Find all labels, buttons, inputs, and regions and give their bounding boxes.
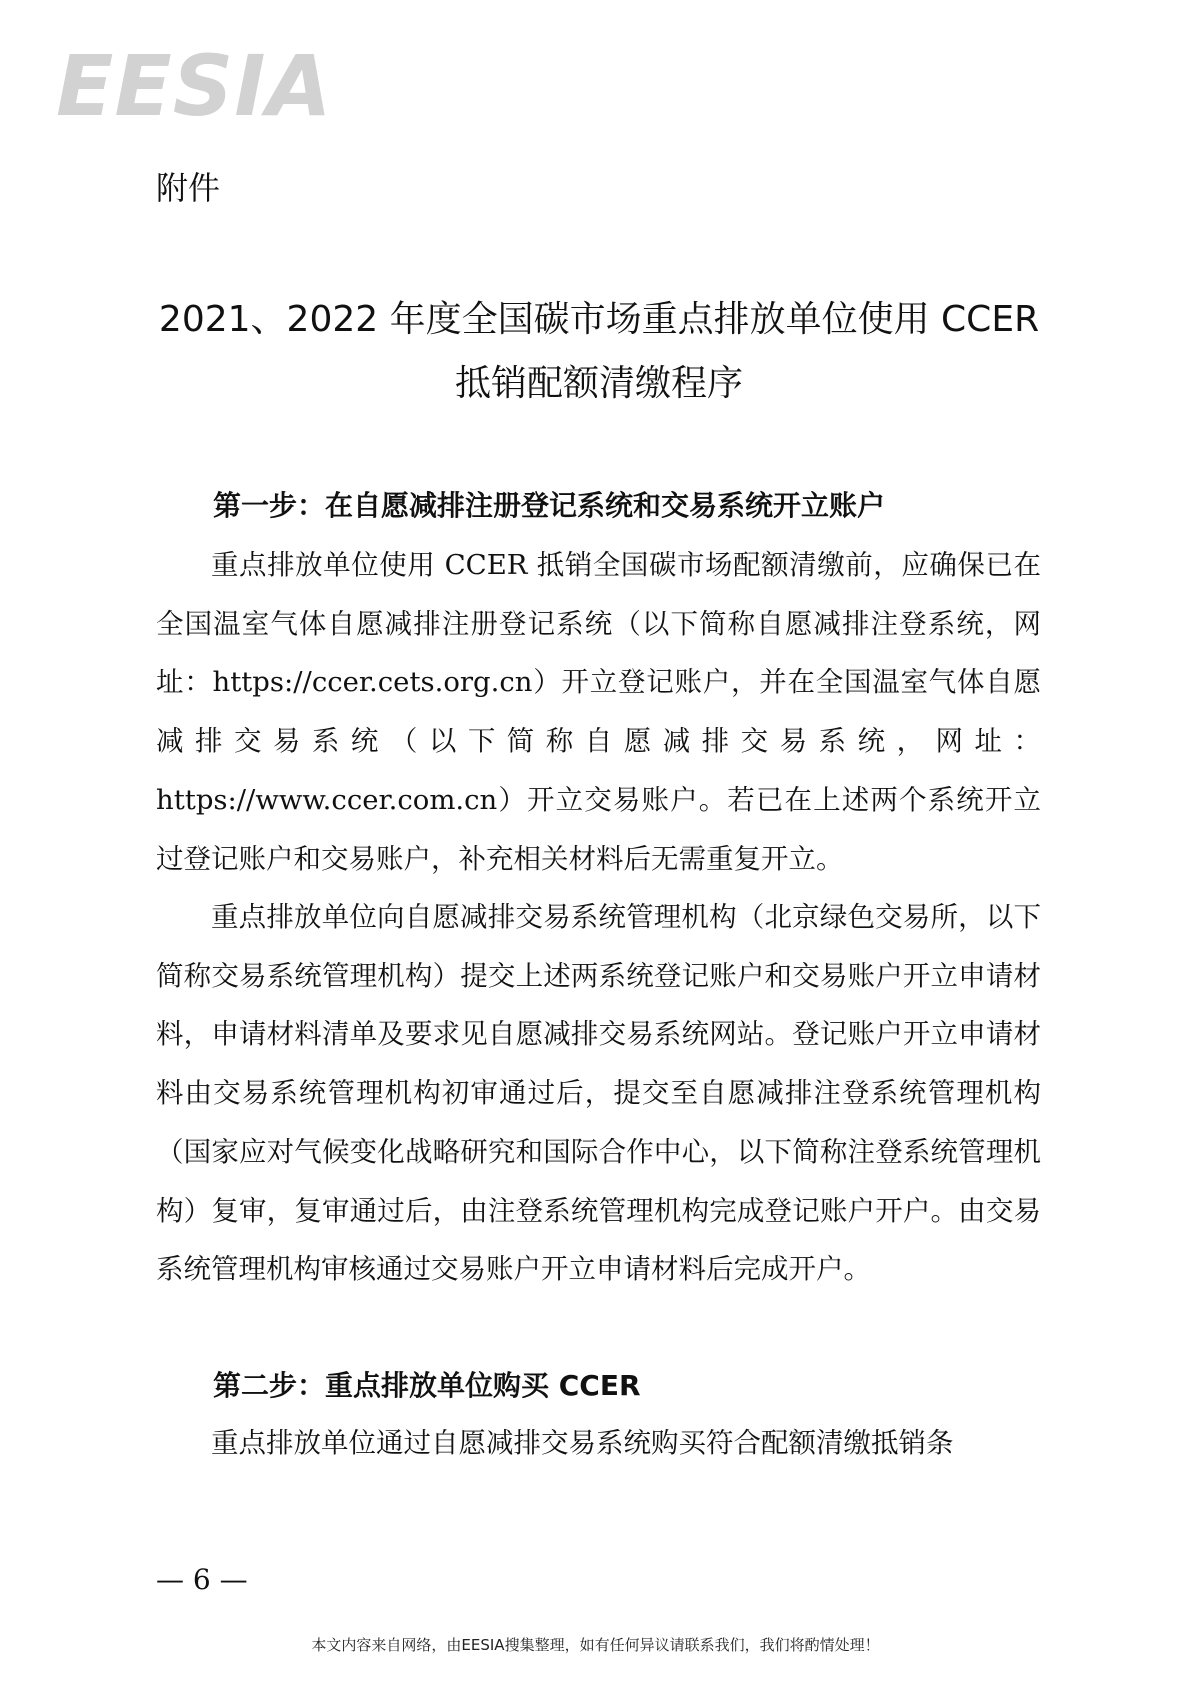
document-title-line-1: 2021、2022 年度全国碳市场重点排放单位使用 CCER [158, 299, 1040, 340]
document-title-line-2: 抵销配额清缴程序 [454, 363, 743, 404]
footer-disclaimer: 本文内容来自网络，由EESIA搜集整理，如有任何异议请联系我们，我们将酌情处理！ [311, 1636, 880, 1654]
attachment-label: 附件 [156, 169, 221, 207]
page-number: — 6 — [156, 1563, 248, 1596]
eesia-logo: EESIA [56, 37, 333, 135]
step-1-paragraph-2: 重点排放单位向自愿减排交易系统管理机构（北京绿色交易所，以下简称交易系统管理机构）提交上述两系统登记账户和交易账户开立申请材料，申请材料清单及要求见自愿减排交易系统网站。登记账户开立申请材料由交易系统管理机构初审通过后，提交至自愿减排注登系统管理机构（国家应对气候变化战略研究和国际合作中心，以下简称注登系统管理机构）复审，复审通过后，由注登系统管理机构完成登记账户开户。由交易系统管理机构审核通过交易账户开立申请材料后完成开户。 [156, 901, 1041, 1286]
step-2-heading: 第二步：重点排放单位购买 CCER [213, 1369, 641, 1402]
step-1-paragraph-1: 重点排放单位使用 CCER 抵销全国碳市场配额清缴前，应确保已在全国温室气体自愿减排注册登记系统（以下简称自愿减排注登系统，网址：https://ccer.cets.org.cn）开立登记账户，并在全国温室气体自愿减排交易系统（以下简称自愿减排交易系统，网址：https://www.ccer.com.cn）开立交易账户。若已在上述两个系统开立过登记账户和交易账户，补充相关材料后无需重复开立。 [156, 549, 1041, 875]
step-1-heading: 第一步：在自愿减排注册登记系统和交易系统开立账户 [213, 489, 886, 522]
step-2-paragraph-1: 重点排放单位通过自愿减排交易系统购买符合配额清缴抵销条 [211, 1427, 954, 1459]
